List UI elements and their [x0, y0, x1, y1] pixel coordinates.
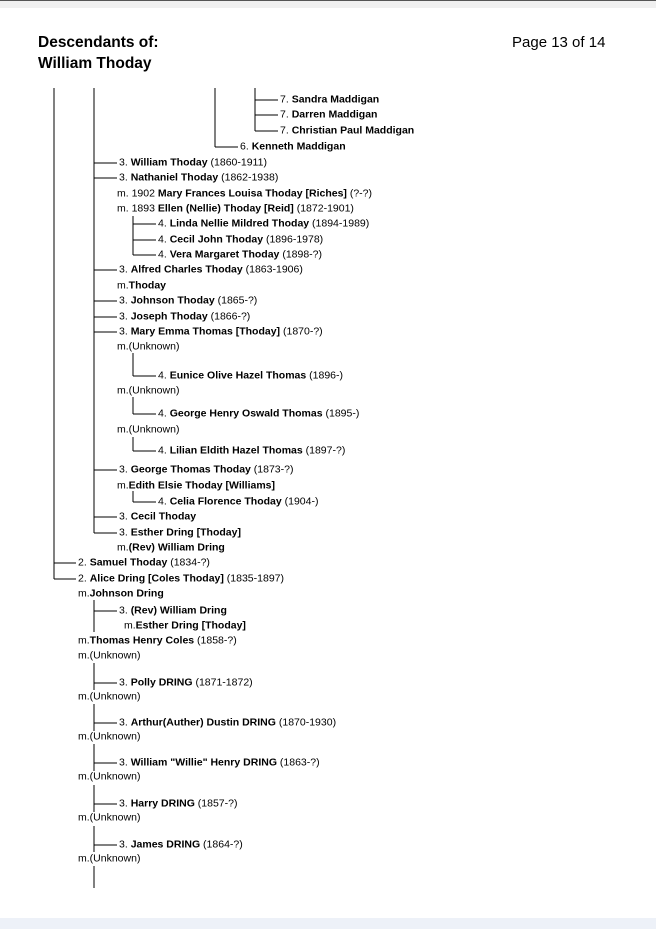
person-row: [119, 295, 257, 308]
row-prefix: 3.: [119, 156, 131, 169]
row-prefix: m.: [117, 279, 129, 292]
row-dates: (Unknown): [89, 811, 141, 824]
row-prefix: 3.: [119, 510, 131, 523]
row-prefix: m. 1902: [117, 187, 158, 200]
row-dates: (1862-1938): [218, 171, 279, 184]
row-dates: (1864-?): [200, 838, 243, 851]
marriage-row: [78, 731, 140, 744]
person-name: Mary Emma Thomas [Thoday]: [130, 325, 281, 338]
person-name: Celia Florence Thoday: [169, 495, 282, 508]
row-dates: (1863-1906): [242, 263, 303, 276]
row-dates: (Unknown): [128, 384, 180, 397]
person-name: Cecil Thoday: [130, 510, 197, 523]
marriage-row: [78, 853, 140, 866]
person-name: Vera Margaret Thoday: [169, 248, 280, 261]
row-dates: (1857-?): [194, 797, 238, 810]
person-row: [119, 839, 243, 852]
person-name: Lilian Eldith Hazel Thomas: [169, 444, 303, 457]
person-name: Darren Maddigan: [291, 108, 378, 121]
row-dates: (Unknown): [89, 690, 141, 703]
row-prefix: 7.: [280, 108, 292, 121]
person-row: [119, 311, 250, 324]
row-prefix: m.: [78, 730, 90, 743]
person-row: [158, 218, 369, 231]
row-dates: (1904-): [281, 495, 319, 508]
row-dates: (1895-): [322, 407, 360, 420]
row-dates: (1894-1989): [309, 217, 370, 230]
person-row: [119, 511, 196, 524]
report-title-line2: William Thoday: [38, 55, 152, 72]
person-row: [280, 125, 414, 138]
row-dates: (1858-?): [194, 634, 237, 647]
row-prefix: 3.: [119, 716, 131, 729]
row-prefix: 4.: [158, 444, 170, 457]
person-name: Ellen (Nellie) Thoday [Reid]: [157, 202, 294, 215]
row-prefix: 4.: [158, 495, 170, 508]
row-dates: (Unknown): [128, 423, 180, 436]
person-name: George Thomas Thoday: [130, 463, 251, 476]
row-dates: (1870-?): [280, 325, 323, 338]
person-row: [280, 109, 377, 122]
person-row: [119, 717, 336, 730]
row-dates: (1898-?): [279, 248, 323, 261]
row-prefix: 3.: [119, 263, 131, 276]
row-dates: (1897-?): [302, 444, 346, 457]
person-name: Kenneth Maddigan: [251, 140, 346, 153]
row-prefix: m.: [78, 690, 90, 703]
row-dates: (1866-?): [207, 310, 251, 323]
person-row: [158, 370, 343, 383]
row-prefix: m.: [78, 634, 90, 647]
marriage-row: [117, 385, 179, 398]
row-dates: (1896-1978): [263, 233, 324, 246]
row-prefix: 4.: [158, 369, 170, 382]
person-name: Cecil John Thoday: [169, 233, 264, 246]
person-row: [119, 757, 320, 770]
row-dates: (1860-1911): [207, 156, 267, 169]
row-dates: (1835-1897): [223, 572, 284, 585]
person-row: [119, 798, 237, 811]
person-name: Christian Paul Maddigan: [291, 124, 415, 137]
row-prefix: 3.: [119, 463, 131, 476]
person-row: [119, 157, 267, 170]
person-row: [280, 94, 379, 107]
person-name: Mary Frances Louisa Thoday [Riches]: [157, 187, 347, 200]
person-name: Esther Dring [Thoday]: [130, 526, 241, 539]
row-dates: (Unknown): [89, 730, 141, 743]
row-prefix: 3.: [119, 604, 131, 617]
person-name: Arthur(Auther) Dustin DRING: [130, 716, 276, 729]
person-row: [119, 464, 293, 477]
row-prefix: 2.: [78, 572, 90, 585]
marriage-row: [117, 341, 179, 354]
row-dates: (1871-1872): [192, 676, 253, 689]
person-name: Samuel Thoday: [89, 556, 168, 569]
person-name: Alfred Charles Thoday: [130, 263, 243, 276]
row-prefix: 4.: [158, 407, 170, 420]
row-prefix: m.: [117, 479, 129, 492]
row-dates: (Unknown): [89, 770, 141, 783]
marriage-row: [78, 650, 140, 663]
row-prefix: 3.: [119, 294, 131, 307]
marriage-row: [78, 812, 140, 825]
person-name: William Thoday: [130, 156, 208, 169]
person-name: Linda Nellie Mildred Thoday: [169, 217, 310, 230]
person-name: (Rev) William Dring: [130, 604, 227, 617]
row-dates: (1865-?): [214, 294, 258, 307]
row-prefix: 3.: [119, 797, 131, 810]
row-prefix: m.: [78, 811, 90, 824]
row-prefix: 4.: [158, 217, 170, 230]
row-prefix: 3.: [119, 756, 131, 769]
row-prefix: m. 1893: [117, 202, 158, 215]
person-name: Nathaniel Thoday: [130, 171, 219, 184]
person-name: James DRING: [130, 838, 201, 851]
person-name: Edith Elsie Thoday [Williams]: [128, 479, 276, 492]
marriage-row: [117, 480, 275, 493]
person-row: [119, 527, 241, 540]
person-row: [158, 445, 345, 458]
person-name: Sandra Maddigan: [291, 93, 380, 106]
row-dates: (1872-1901): [293, 202, 354, 215]
person-row: [158, 249, 322, 262]
row-prefix: 3.: [119, 310, 131, 323]
person-row: [158, 496, 318, 509]
row-dates: (1870-1930): [275, 716, 337, 729]
page-indicator: Page 13 of 14: [512, 34, 606, 51]
marriage-row: [78, 588, 164, 601]
person-name: George Henry Oswald Thomas: [169, 407, 323, 420]
row-prefix: m.: [117, 340, 129, 353]
row-prefix: m.: [78, 852, 90, 865]
marriage-row: [78, 771, 140, 784]
row-prefix: m.: [117, 384, 129, 397]
row-prefix: 2.: [78, 556, 90, 569]
row-prefix: 3.: [119, 838, 131, 851]
marriage-row: [78, 635, 237, 648]
row-prefix: m.: [78, 770, 90, 783]
row-prefix: m.: [78, 649, 90, 662]
row-dates: (?-?): [346, 187, 373, 200]
person-name: Thomas Henry Coles: [89, 634, 195, 647]
person-row: [119, 605, 227, 618]
row-prefix: m.: [117, 541, 129, 554]
footer-strip: [0, 918, 656, 929]
row-prefix: m.: [117, 423, 129, 436]
row-dates: (1896-): [306, 369, 343, 382]
person-row: [119, 326, 323, 339]
marriage-row: [117, 188, 372, 201]
row-dates: (1863-?): [276, 756, 320, 769]
person-name: Johnson Dring: [89, 587, 164, 600]
row-prefix: m.: [78, 587, 90, 600]
row-prefix: 6.: [240, 140, 252, 153]
person-row: [119, 264, 303, 277]
row-dates: (Unknown): [89, 649, 141, 662]
marriage-row: [117, 203, 354, 216]
person-name: Thoday: [128, 279, 167, 292]
row-prefix: 7.: [280, 93, 292, 106]
row-prefix: 3.: [119, 325, 131, 338]
row-dates: (Unknown): [128, 340, 180, 353]
person-name: Polly DRING: [130, 676, 193, 689]
row-prefix: 3.: [119, 526, 131, 539]
marriage-row: [78, 691, 140, 704]
row-dates: (1873-?): [250, 463, 294, 476]
person-name: (Rev) William Dring: [128, 541, 225, 554]
person-row: [158, 408, 359, 421]
person-row: [119, 677, 253, 690]
row-prefix: 4.: [158, 248, 170, 261]
marriage-row: [117, 542, 225, 555]
report-title-line1: Descendants of:: [38, 34, 159, 51]
marriage-row: [117, 280, 166, 293]
row-prefix: 7.: [280, 124, 292, 137]
person-row: [78, 557, 210, 570]
row-prefix: 3.: [119, 171, 131, 184]
row-prefix: m.: [124, 619, 136, 632]
person-name: Joseph Thoday: [130, 310, 208, 323]
person-row: [240, 141, 346, 154]
person-row: [78, 573, 284, 586]
person-row: [119, 172, 278, 185]
person-name: Esther Dring [Thoday]: [135, 619, 246, 632]
person-name: Alice Dring [Coles Thoday]: [89, 572, 224, 585]
marriage-row: [117, 424, 179, 437]
person-name: Johnson Thoday: [130, 294, 215, 307]
row-prefix: 4.: [158, 233, 170, 246]
person-name: Harry DRING: [130, 797, 195, 810]
row-prefix: 3.: [119, 676, 131, 689]
row-dates: (Unknown): [89, 852, 141, 865]
marriage-row: [124, 620, 246, 633]
person-name: Eunice Olive Hazel Thomas: [169, 369, 307, 382]
person-name: William "Willie" Henry DRING: [130, 756, 277, 769]
row-dates: (1834-?): [167, 556, 210, 569]
person-row: [158, 234, 323, 247]
